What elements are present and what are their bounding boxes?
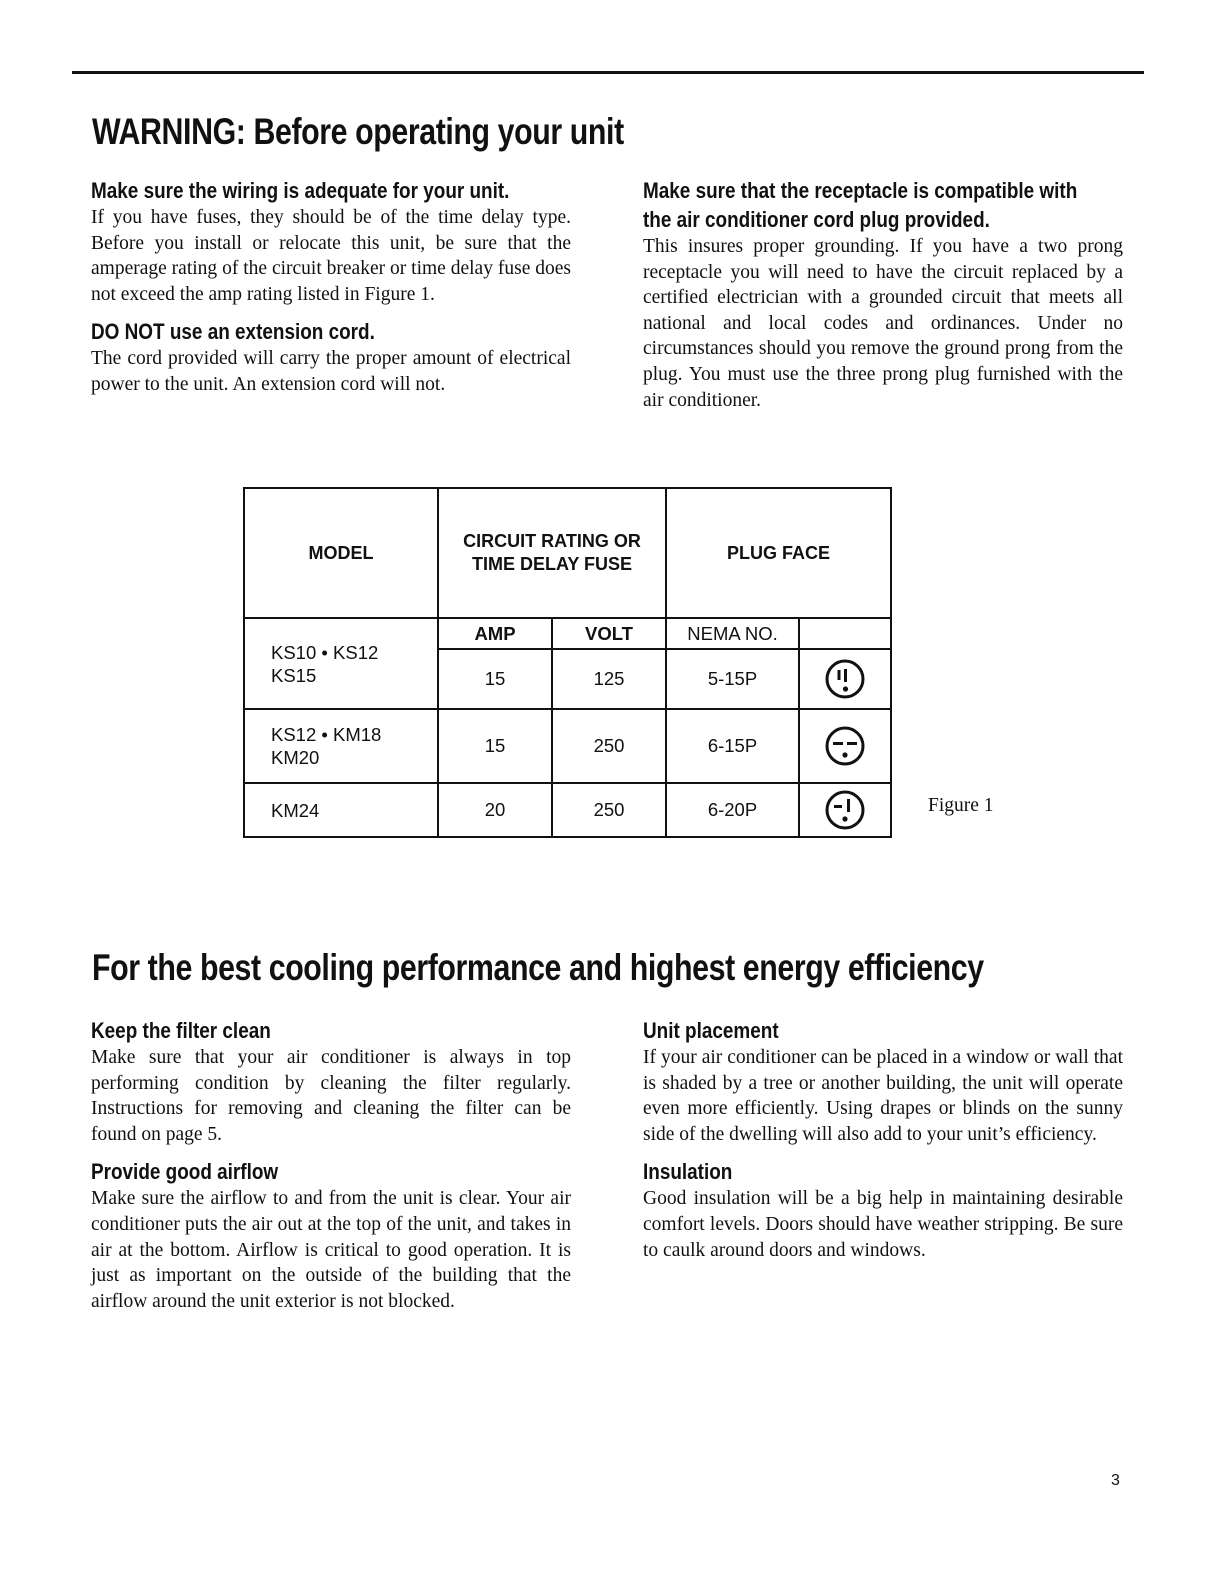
insulation-body: Good insulation will be a big help in maintaining desirable comfort levels. Doors should have weather stripping. Be sure to caulk around doors and windows. xyxy=(643,1188,1123,1261)
efficiency-left-column xyxy=(91,1016,571,1324)
top-rule xyxy=(72,71,1144,74)
page-number: 3 xyxy=(1111,1472,1120,1489)
receptacle-body: This insures proper grounding. If you have a two prong receptacle you will need to have the circuit replaced by a certified electrician with a grounded circuit that meets all national and local codes and ordinances. Under no circumstances should you remove the ground prong from the plug. You must use the three prong plug furnished with the air conditioner. xyxy=(643,236,1123,411)
extension-cord-heading: DO NOT use an extension cord. xyxy=(91,319,375,345)
subheader-empty xyxy=(799,618,891,649)
model-1-line1: KS10 • KS12 xyxy=(271,641,379,663)
efficiency-right-column xyxy=(643,1016,1123,1273)
efficiency-title: For the best cooling performance and highest energy efficiency xyxy=(92,947,984,988)
receptacle-heading-line1: Make sure that the receptacle is compatible with xyxy=(643,178,1078,203)
model-cell-3 xyxy=(244,783,438,837)
plug-6-20p-icon xyxy=(799,783,891,837)
airflow-heading: Provide good airflow xyxy=(91,1159,279,1185)
figure-label: Figure 1 xyxy=(928,795,994,816)
model-cell-2 xyxy=(244,709,438,783)
model-2-line2: KM20 xyxy=(271,747,320,768)
model-2-line1: KS12 • KM18 xyxy=(271,724,382,745)
filter-body: Make sure that your air conditioner is always in top performing condition by cleaning the filter regularly. Instructions for removing and cleaning the filter can be found on page 5. xyxy=(91,1047,571,1145)
volt-2: 250 xyxy=(552,709,666,783)
model-1-line2: KS15 xyxy=(271,664,317,686)
airflow-body: Make sure the airflow to and from the unit is clear. Your air conditioner puts the air out at the top of the unit, and takes in air at the bottom. Airflow is critical to good operation. It is just as important on the outside of the building that the airflow around the unit exterior is not blocked. xyxy=(91,1188,571,1312)
insulation-heading: Insulation xyxy=(643,1159,733,1185)
warning-right-column xyxy=(643,176,1123,423)
nema-1: 5-15P xyxy=(666,649,799,709)
header-plug-face: PLUG FACE xyxy=(666,488,891,618)
placement-body: If your air conditioner can be placed in a window or wall that is shaded by a tree or another building, the unit will operate even more efficiently. Using drapes or blinds on the sunny side of the dwelling will also add to your unit’s efficiency. xyxy=(643,1047,1123,1145)
warning-left-column xyxy=(91,176,571,408)
plug-5-15p-icon xyxy=(799,649,891,709)
volt-3: 250 xyxy=(552,783,666,837)
subheader-volt: VOLT xyxy=(552,618,666,649)
header-model: MODEL xyxy=(244,488,438,618)
nema-3: 6-20P xyxy=(666,783,799,837)
model-3-line1: KM24 xyxy=(271,799,320,821)
subheader-nema: NEMA NO. xyxy=(666,618,799,649)
header-circuit-line2: TIME DELAY FUSE xyxy=(471,554,633,574)
header-circuit xyxy=(438,488,666,618)
plug-6-15p-icon xyxy=(799,709,891,783)
model-cell-1 xyxy=(244,618,438,709)
subheader-amp: AMP xyxy=(438,618,552,649)
filter-heading: Keep the filter clean xyxy=(91,1018,271,1043)
amp-2: 15 xyxy=(438,709,552,783)
receptacle-heading-line2: the air conditioner cord plug provided. xyxy=(643,207,990,232)
rating-table xyxy=(243,487,892,838)
amp-1: 15 xyxy=(438,649,552,709)
nema-2: 6-15P xyxy=(666,709,799,783)
wiring-heading: Make sure the wiring is adequate for your unit. xyxy=(91,178,510,203)
amp-3: 20 xyxy=(438,783,552,837)
header-circuit-line1: CIRCUIT RATING OR xyxy=(463,531,641,551)
extension-cord-body: The cord provided will carry the proper amount of electrical power to the unit. An extension cord will not. xyxy=(91,348,571,395)
volt-1: 125 xyxy=(552,649,666,709)
warning-title: WARNING: Before operating your unit xyxy=(92,111,624,152)
placement-heading: Unit placement xyxy=(643,1018,779,1043)
wiring-body: If you have fuses, they should be of the time delay type. Before you install or relocate this unit, be sure that the amperage rating of the circuit breaker or time delay fuse does not exceed the amp rating listed in Figure 1. xyxy=(91,207,571,305)
